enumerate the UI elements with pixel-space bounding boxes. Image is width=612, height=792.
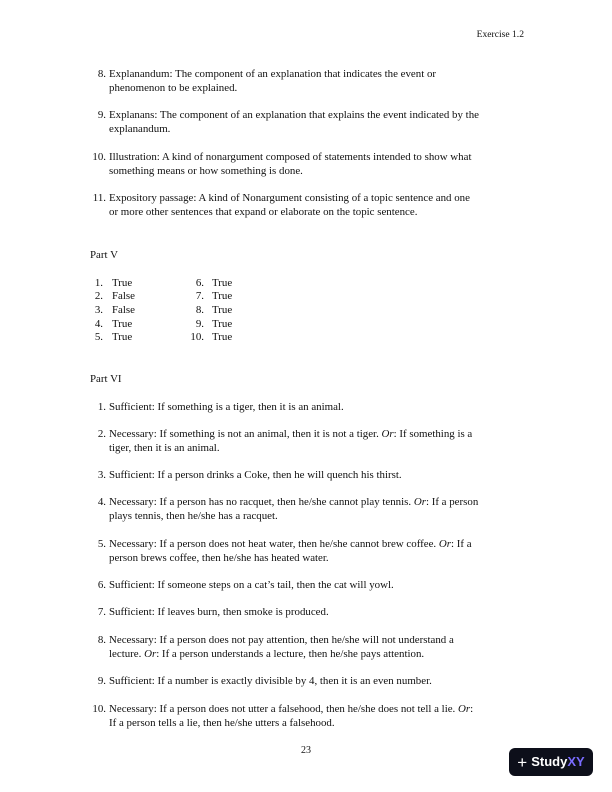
- item-number: 2.: [97, 428, 106, 440]
- answer-number: 4.: [94, 318, 103, 330]
- item-line: Sufficient: If a person drinks a Coke, then he will quench his thirst.: [109, 469, 402, 481]
- answer-value: True: [212, 304, 233, 316]
- answer-number: 3.: [94, 304, 103, 316]
- item-number: 3.: [97, 469, 106, 481]
- badge-brand-main: Study: [531, 754, 568, 770]
- condition-item: [89, 538, 529, 565]
- item-number: 8.: [97, 634, 106, 646]
- item-number: 11.: [92, 192, 106, 204]
- item-number: 10.: [92, 151, 106, 163]
- item-line: Necessary: If a person does not utter a falsehood, then he/she does not tell a lie. Or:: [109, 703, 474, 715]
- item-line: Necessary: If a person does not pay attention, then he/she will not understand a: [109, 634, 454, 646]
- item-line: Necessary: If something is not an animal, then it is not a tiger. Or: If something is a: [109, 428, 473, 440]
- item-line: explanandum.: [109, 122, 171, 135]
- answer-number: 2.: [94, 290, 103, 302]
- answer-value: True: [112, 331, 133, 343]
- item-line: Sufficient: If someone steps on a cat’s tail, then the cat will yowl.: [109, 579, 394, 591]
- plus-icon: +: [517, 752, 528, 772]
- item-number: 4.: [97, 496, 106, 508]
- answer-value: True: [112, 318, 133, 330]
- condition-item: [89, 703, 529, 730]
- studyxy-badge[interactable]: [509, 748, 593, 776]
- item-number: 6.: [97, 579, 106, 591]
- answer-value: True: [212, 290, 233, 302]
- definition-item: [89, 68, 529, 95]
- answer-number: 8.: [195, 304, 204, 316]
- item-line: person brews coffee, then he/she has heated water.: [109, 551, 329, 564]
- answer-number: 1.: [94, 277, 103, 289]
- item-line: Sufficient: If something is a tiger, then it is an animal.: [109, 401, 344, 413]
- answer-value: True: [212, 331, 233, 343]
- item-number: 9.: [97, 109, 106, 121]
- condition-item: [89, 675, 529, 689]
- definition-item: [89, 192, 529, 219]
- item-line: Necessary: If a person does not heat water, then he/she cannot brew coffee. Or: If a: [109, 538, 472, 550]
- item-line: If a person tells a lie, then he/she utters a falsehood.: [109, 716, 335, 729]
- item-line: lecture. Or: If a person understands a lecture, then he/she pays attention.: [109, 647, 425, 660]
- definition-item: [89, 151, 529, 178]
- item-number: 8.: [97, 68, 106, 80]
- answer-value: False: [112, 290, 135, 302]
- badge-brand: [531, 755, 584, 769]
- item-line: Expository passage: A kind of Nonargument consisting of a topic sentence and one: [109, 192, 470, 204]
- or-connective: Or: [413, 496, 426, 508]
- or-connective: Or: [438, 538, 451, 550]
- or-connective: Or: [144, 647, 157, 660]
- item-line: Explanandum: The component of an explanation that indicates the event or: [109, 68, 437, 80]
- condition-item: [89, 469, 529, 483]
- answer-value: False: [112, 304, 135, 316]
- or-connective: Or: [381, 428, 394, 440]
- answer-value: True: [112, 277, 133, 289]
- answer-number: 9.: [195, 318, 204, 330]
- item-line: Necessary: If a person has no racquet, then he/she cannot play tennis. Or: If a person: [109, 496, 479, 508]
- item-line: plays tennis, then he/she has a racquet.: [109, 509, 278, 522]
- item-number: 1.: [97, 401, 106, 413]
- condition-item: [89, 428, 529, 455]
- answer-value: True: [212, 277, 233, 289]
- condition-item: [89, 496, 529, 523]
- section-heading-part-v: Part V: [90, 249, 118, 261]
- item-line: Explanans: The component of an explanation that explains the event indicated by the: [109, 109, 479, 121]
- condition-item: [89, 634, 529, 661]
- answer-number: 5.: [94, 331, 103, 343]
- item-line: Sufficient: If a number is exactly divisible by 4, then it is an even number.: [109, 675, 432, 687]
- item-line: phenomenon to be explained.: [109, 81, 238, 94]
- definition-item: [89, 109, 529, 136]
- item-number: 10.: [92, 703, 106, 715]
- answer-number: 7.: [195, 290, 204, 302]
- badge-brand-accent: XY: [567, 754, 585, 770]
- page-number: 23: [301, 745, 311, 756]
- condition-item: [89, 401, 529, 415]
- item-number: 9.: [97, 675, 106, 687]
- item-line: Illustration: A kind of nonargument composed of statements intended to show what: [109, 151, 472, 163]
- item-number: 7.: [97, 606, 106, 618]
- running-header: Exercise 1.2: [476, 29, 524, 40]
- section-heading-part-vi: Part VI: [90, 373, 122, 385]
- condition-item: [89, 606, 529, 620]
- condition-item: [89, 579, 529, 593]
- item-line: something means or how something is done.: [109, 164, 303, 177]
- answer-value: True: [212, 318, 233, 330]
- answer-number: 6.: [195, 277, 204, 289]
- item-line: tiger, then it is an animal.: [109, 441, 220, 454]
- item-line: Sufficient: If leaves burn, then smoke is produced.: [109, 606, 329, 618]
- item-line: or more other sentences that expand or elaborate on the topic sentence.: [109, 205, 418, 218]
- answer-number: 10.: [190, 331, 204, 343]
- or-connective: Or: [458, 703, 471, 715]
- item-number: 5.: [97, 538, 106, 550]
